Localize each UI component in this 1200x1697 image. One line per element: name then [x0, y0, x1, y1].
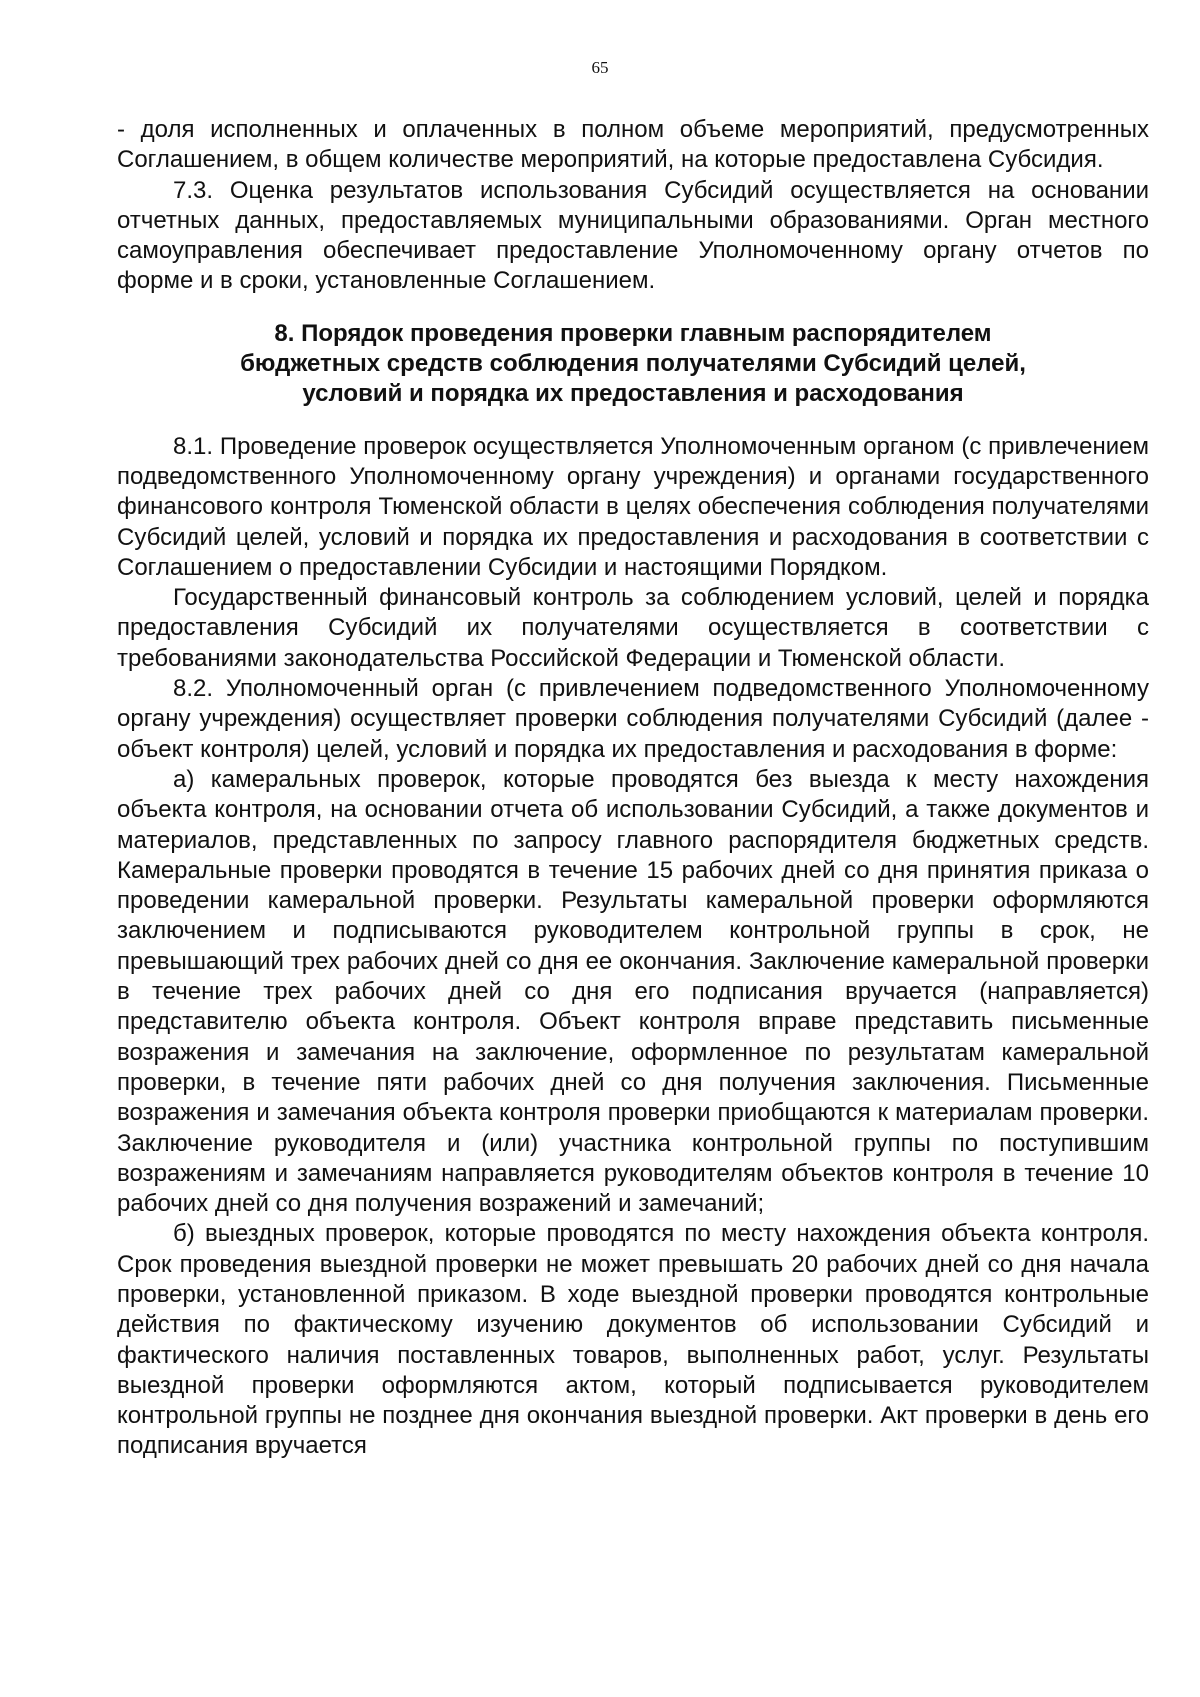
- paragraph-8-2-a: а) камеральных проверок, которые проводятся без выезда к месту нахождения объекта контроля, на основании отчета об использовании Субсидий, а также документов и материалов, представленных по запросу главного распорядителя бюджетных средств. Камеральные проверки проводятся в течение 15 рабочих дней со дня принятия приказа о проведении камеральной проверки. Результаты камеральной проверки оформляются заключением и подписываются руководителем контрольной группы в срок, не превышающий трех рабочих дней со дня ее окончания. Заключение камеральной проверки в течение трех рабочих дней со дня его подписания вручается (направляется) представителю объекта контроля. Объект контроля вправе представить письменные возражения и замечания на заключение, оформленное по результатам камеральной проверки, в течение пяти рабочих дней со дня получения заключения. Письменные возражения и замечания объекта контроля проверки приобщаются к материалам проверки. Заключение руководителя и (или) участника контрольной группы по поступившим возражениям и замечаниям направляется руководителям объектов контроля в течение 10 рабочих дней со дня получения возражений и замечаний;: [117, 765, 1149, 1218]
- paragraph-8-2: 8.2. Уполномоченный орган (с привлечением подведомственного Уполномоченному органу учреждения) осуществляет проверки соблюдения получателями Субсидий (далее - объект контроля) целей, условий и порядка их предоставления и расходования в форме:: [117, 675, 1149, 763]
- section-heading: [117, 319, 1149, 410]
- paragraph-7-3: 7.3. Оценка результатов использования Субсидий осуществляется на основании отчетных данных, предоставляемых муниципальными образованиями. Орган местного самоуправления обеспечивает предоставление Уполномоченному органу отчетов по форме и в сроки, установленные Соглашением.: [117, 176, 1149, 295]
- document-body: [117, 115, 1149, 1462]
- paragraph-8-1: 8.1. Проведение проверок осуществляется Уполномоченным органом (с привлечением подведомственного Уполномоченному органу учреждения) и органами государственного финансового контроля Тюменской области в целях обеспечения соблюдения получателями Субсидий целей, условий и порядка их предоставления и расходования в соответствии с Соглашением о предоставлении Субсидии и настоящими Порядком.: [117, 432, 1149, 581]
- page-number: 65: [591, 58, 609, 77]
- section-heading-line-1: 8. Порядок проведения проверки главным распорядителем: [274, 319, 992, 347]
- section-heading-line-3: условий и порядка их предоставления и расходования: [302, 380, 964, 408]
- paragraph-8-2-b: б) выездных проверок, которые проводятся по месту нахождения объекта контроля. Срок проведения выездной проверки не может превышать 20 рабочих дней со дня начала проверки, установленной приказом. В ходе выездной проверки проводятся контрольные действия по фактическому изучению документов об использовании Субсидий и фактического наличия поставленных товаров, выполненных работ, услуг. Результаты выездной проверки оформляются актом, который подписывается руководителем контрольной группы не позднее дня окончания выездной проверки. Акт проверки в день его подписания вручается: [117, 1220, 1149, 1460]
- section-heading-line-2: бюджетных средств соблюдения получателями Субсидий целей,: [240, 350, 1026, 378]
- paragraph-share-indicator: - доля исполненных и оплаченных в полном объеме мероприятий, предусмотренных Соглашением, в общем количестве мероприятий, на которые предоставлена Субсидия.: [117, 116, 1149, 174]
- paragraph-state-financial-control: Государственный финансовый контроль за соблюдением условий, целей и порядка предоставления Субсидий их получателями осуществляется в соответствии с требованиями законодательства Российской Федерации и Тюменской области.: [117, 584, 1149, 672]
